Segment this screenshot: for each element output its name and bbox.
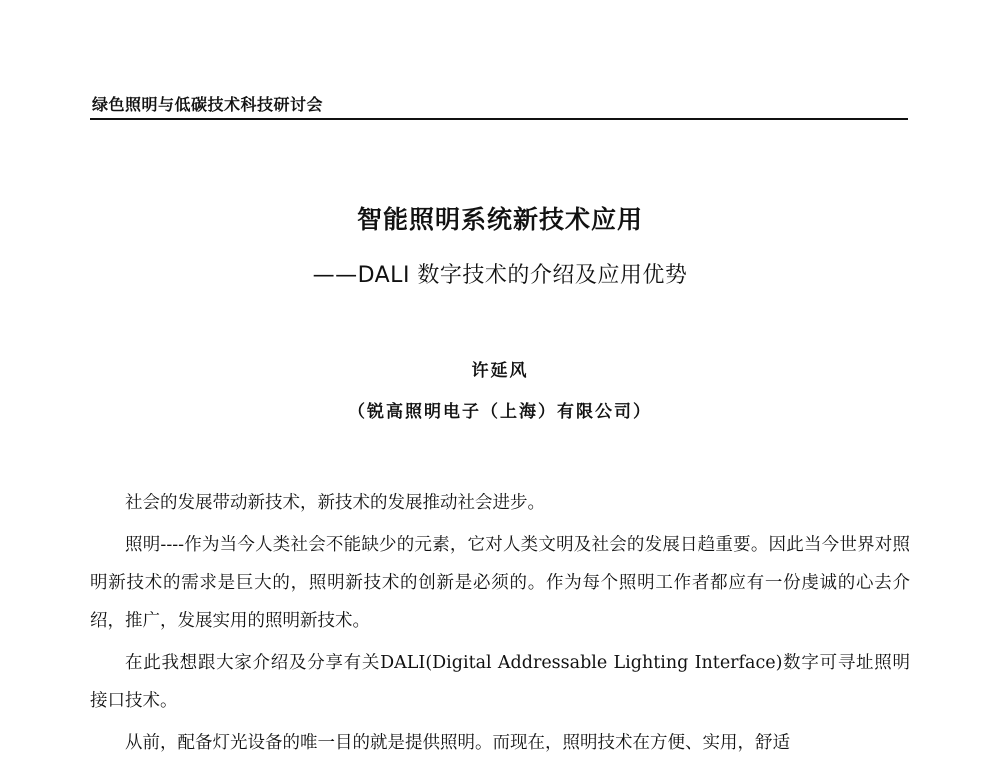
paragraph: 从前，配备灯光设备的唯一目的就是提供照明。而现在，照明技术在方便、实用，舒适 [125, 733, 790, 753]
paragraph: 社会的发展带动新技术，新技术的发展推动社会进步。 [125, 493, 545, 513]
header-rule [90, 118, 908, 120]
running-header: 绿色照明与低碳技术科技研讨会 [92, 95, 324, 114]
author-affiliation: （锐高照明电子（上海）有限公司） [348, 402, 652, 422]
body-text [90, 484, 910, 762]
author-name: 许延风 [471, 361, 529, 381]
paragraph: 在此我想跟大家介绍及分享有关DALI(Digital Addressable Lighting Interface)数字可寻址照明接口技术。 [90, 653, 910, 711]
paragraph: 照明----作为当今人类社会不能缺少的元素，它对人类文明及社会的发展日趋重要。因此当今世界对照明新技术的需求是巨大的，照明新技术的创新是必须的。作为每个照明工作者都应有一份虔诚的心去介绍，推广，发展实用的照明新技术。 [90, 535, 910, 631]
article-title: 智能照明系统新技术应用 [356, 205, 643, 234]
article-subtitle: ——DALI 数字技术的介绍及应用优势 [312, 263, 688, 288]
